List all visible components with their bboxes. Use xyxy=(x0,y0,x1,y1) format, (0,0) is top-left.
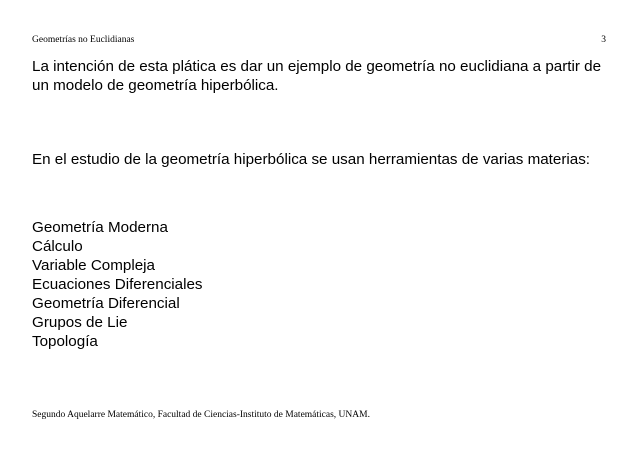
topic-item: Variable Compleja xyxy=(32,257,155,274)
page-footer: Segundo Aquelarre Matemático, Facultad de Ciencias-Instituto de Matemáticas, UNAM. xyxy=(32,410,370,420)
topic-item: Cálculo xyxy=(32,238,83,255)
topic-item: Grupos de Lie xyxy=(32,314,128,331)
topics-list xyxy=(32,218,203,351)
header-title: Geometrías no Euclidianas xyxy=(32,35,135,45)
topic-item: Topología xyxy=(32,333,98,350)
page-number: 3 xyxy=(601,35,606,45)
tools-paragraph: En el estudio de la geometría hiperbólica se usan herramientas de varias materias: xyxy=(32,151,591,168)
topic-item: Geometría Moderna xyxy=(32,219,168,236)
intro-paragraph: La intención de esta plática es dar un ejemplo de geometría no euclidiana a partir de un modelo de geometría hiperbólica. xyxy=(32,58,602,94)
topic-item: Geometría Diferencial xyxy=(32,295,180,312)
page-header xyxy=(32,33,606,47)
topic-item: Ecuaciones Diferenciales xyxy=(32,276,203,293)
